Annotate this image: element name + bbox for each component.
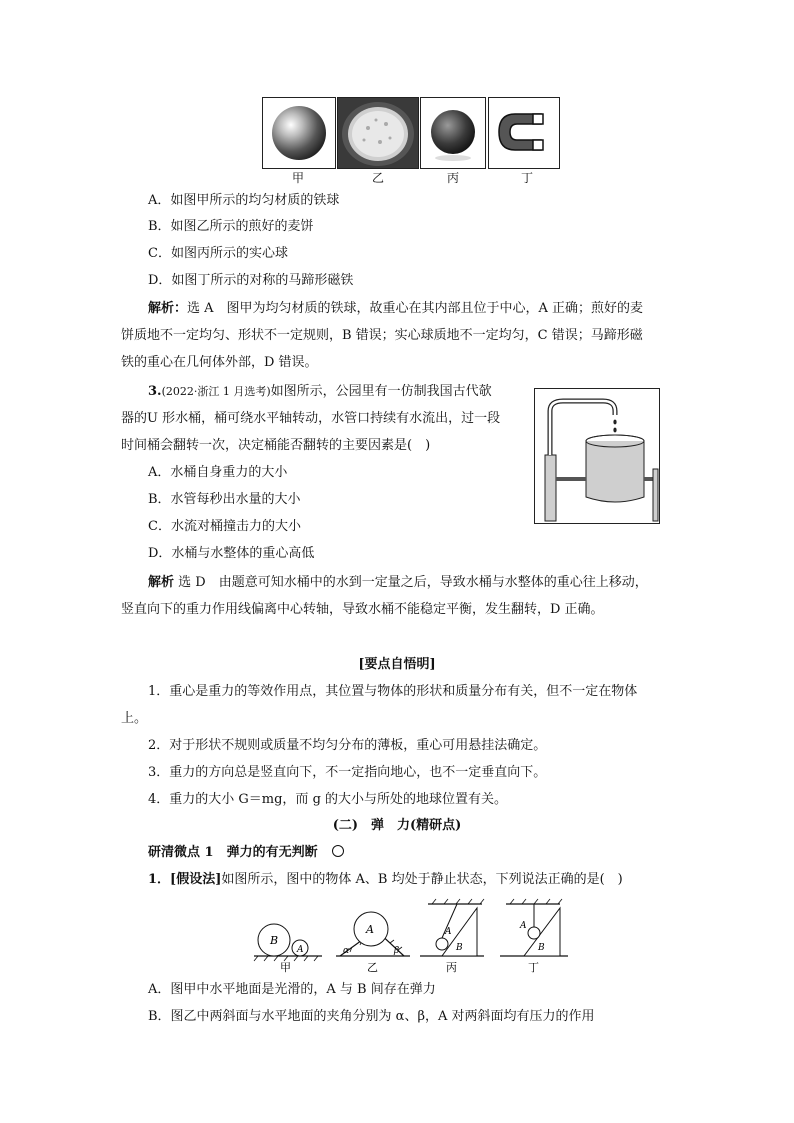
q3-option-d: D．水桶与水整体的重心高低 <box>148 546 315 561</box>
water-bucket-figure <box>534 388 660 524</box>
fig-jia-label-b: B <box>270 934 279 947</box>
iron-ball-image <box>262 97 336 169</box>
q2-option-a: A．如图甲所示的均匀材质的铁球 <box>148 193 340 208</box>
solid-ball-image <box>420 97 486 169</box>
circle-icon <box>332 845 344 857</box>
q3-analysis-line-1: 解析 选 D 由题意可知水桶中的水到一定量之后，导致水桶与水整体的重心往上移动， <box>148 575 648 590</box>
summary-heading: [要点自悟明] <box>358 657 436 672</box>
fig-yi-alpha: α <box>343 946 350 956</box>
q3-analysis-line-2: 竖直向下的重力作用线偏离中心转轴，导致水桶不能稳定平衡，发生翻转，D 正确。 <box>121 602 604 617</box>
pancake-image <box>337 97 419 169</box>
caption-bing: 丙 <box>447 171 460 185</box>
fig-bing-label-b: B <box>456 943 463 953</box>
q3-stem-line-1: 3.(2022·浙江 1 月选考)如图所示，公园里有一仿制我国古代欹 <box>148 384 492 399</box>
elastic-force-figure <box>252 896 572 974</box>
q3-option-c: C．水流对桶撞击力的大小 <box>148 519 301 534</box>
q3-source: (2022·浙江 1 月选考) <box>161 385 271 398</box>
fig-caption-yi: 乙 <box>367 961 378 974</box>
fig-ding-label-b: B <box>538 943 545 953</box>
q2-option-d: D．如图丁所示的对称的马蹄形磁铁 <box>148 273 354 288</box>
caption-jia: 甲 <box>292 171 305 185</box>
summary-point-3: 3．重力的方向总是竖直向下，不一定指向地心，也不一定垂直向下。 <box>148 765 547 780</box>
summary-point-2: 2．对于形状不规则或质量不均匀分布的薄板，重心可用悬挂法确定。 <box>148 738 547 753</box>
q2-analysis-label: 解析： <box>148 301 188 316</box>
q1-number: 1． <box>148 872 171 887</box>
q1-option-b: B．图乙中两斜面与水平地面的夹角分别为 α、β，A 对两斜面均有压力的作用 <box>148 1009 595 1024</box>
q2-option-c: C．如图丙所示的实心球 <box>148 246 288 261</box>
fig-caption-bing: 丙 <box>446 961 457 974</box>
horseshoe-magnet-image <box>488 97 560 169</box>
fig-caption-ding: 丁 <box>528 961 539 974</box>
q2-analysis-line-3: 铁的重心在几何体外部，D 错误。 <box>121 355 318 370</box>
caption-ding: 丁 <box>521 171 534 185</box>
q3-stem-line-2: 器的U 形水桶，桶可绕水平轴转动，水管口持续有水流出，过一段 <box>121 411 501 426</box>
fig-jia-label-a: A <box>297 945 304 955</box>
summary-point-1-cont: 上。 <box>121 711 148 726</box>
q3-option-a: A．水桶自身重力的大小 <box>148 465 288 480</box>
section-subheading-row <box>148 845 344 861</box>
q1-method: [假设法] <box>170 872 222 887</box>
q2-option-b: B．如图乙所示的煎好的麦饼 <box>148 219 314 234</box>
fig-caption-jia: 甲 <box>280 961 291 974</box>
summary-point-1: 1．重心是重力的等效作用点，其位置与物体的形状和质量分布有关，但不一定在物体 <box>148 684 638 699</box>
section-subheading: 研清微点 1 弹力的有无判断 <box>148 845 318 860</box>
fig-yi-beta: β <box>394 946 400 956</box>
section-title: (二) 弹 力(精研点) <box>332 818 462 833</box>
q3-stem-line-3: 时间桶会翻转一次，决定桶能否翻转的主要因素是( ) <box>121 438 431 453</box>
q3-analysis-label: 解析 <box>148 575 175 590</box>
fig-bing-label-a: A <box>445 927 452 937</box>
q3-number: 3. <box>148 384 162 399</box>
q1-stem: 1．[假设法]如图所示，图中的物体 A、B 均处于静止状态，下列说法正确的是( ) <box>148 872 623 887</box>
fig-yi-label-a: A <box>366 923 374 936</box>
fig-ding-label-a: A <box>520 921 527 931</box>
summary-point-4: 4．重力的大小 G＝mg，而 g 的大小与所处的地球位置有关。 <box>148 792 508 807</box>
q1-option-a: A．图甲中水平地面是光滑的，A 与 B 间存在弹力 <box>148 982 436 997</box>
q3-option-b: B．水管每秒出水量的大小 <box>148 492 301 507</box>
q2-analysis-line-1: 解析：选 A 图甲为均匀材质的铁球，故重心在其内部且位于中心，A 正确；煎好的麦 <box>148 301 644 316</box>
caption-yi: 乙 <box>372 171 385 185</box>
q2-analysis-line-2: 饼质地不一定均匀、形状不一定规则，B 错误；实心球质地不一定均匀，C 错误；马蹄形磁 <box>121 328 643 343</box>
